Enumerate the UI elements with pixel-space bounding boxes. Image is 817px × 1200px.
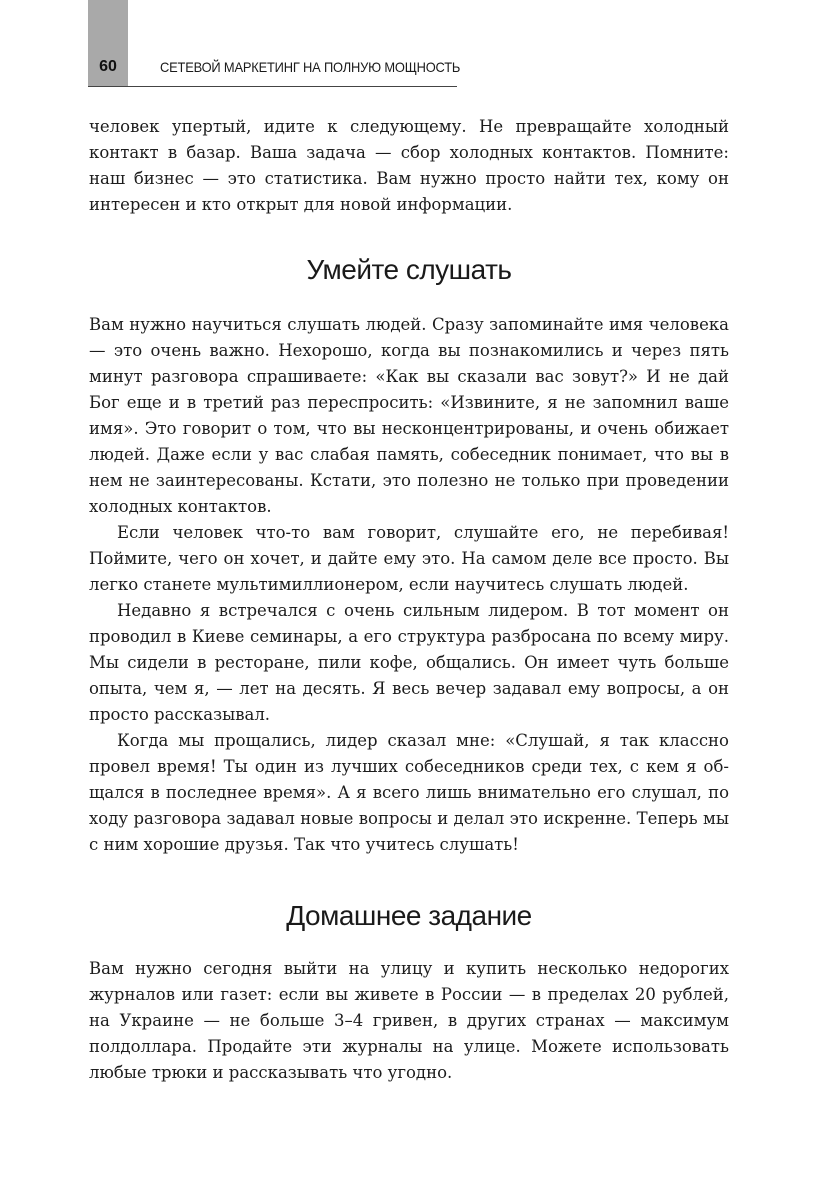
header-rule: [88, 86, 457, 87]
paragraph: Вам нужно научиться слушать людей. Сразу запоминайте имя человека — это очень важно. Нехорошо, когда вы познакомились и через пять минут разговора спрашиваете: «Как вы сказали вас зовут?» И не дай Бог еще и в третий раз переспросить: «Извините, я не запомнил ваше имя». Это говорит о том, что вы несконцентрированы, и очень обижает людей. Даже если у вас слабая память, собеседник понимает, что вы в нем не заинтересованы. Кстати, это полезно не только при проведении холодных контактов.: [89, 315, 729, 516]
paragraph: Вам нужно сегодня выйти на улицу и купить несколько недорогих журналов или газет: если вы живете в России — в пределах 20 рублей, на Украине — не больше 3–4 гривен, в других странах — максимум полдоллара. Продайте эти журналы на улице. Можете использовать любые трюки и рассказывать что угодно.: [89, 959, 729, 1082]
intro-text: [89, 114, 729, 218]
paragraph: Когда мы прощались, лидер сказал мне: «Слушай, я так классно провел время! Ты один из лучших собеседников среди тех, с кем я общался в последнее время». А я всего лишь внимательно его слушал, по ходу разговора задавал новые вопросы и делал это искренне. Теперь мы с ним хорошие друзья. Так что учитесь слушать!: [89, 731, 729, 854]
section-heading-listen: Умейте слушать: [306, 254, 512, 285]
intro-paragraph: человек упертый, идите к следующему. Не превращайте холодный контакт в базар. Ваша задача — сбор холодных контактов. Помните: наш бизнес — это статистика. Вам нужно просто найти тех, кому он интересен и кто открыт для новой информации.: [89, 117, 729, 214]
paragraph: Недавно я встречался с очень сильным лидером. В тот момент он проводил в Киеве семинары, а его структура разбросана по всему миру. Мы сидели в ресторане, пили кофе, общались. Он имеет чуть больше опыта, чем я, — лет на десять. Я весь вечер задавал ему вопросы, а он просто рассказывал.: [89, 601, 729, 724]
paragraph: Если человек что-то вам говорит, слушайте его, не перебивая! Поймите, чего он хочет, и дайте ему это. На самом деле все просто. Вы легко станете мультимиллионером, если научитесь слушать людей.: [89, 523, 729, 594]
section-homework-body: [89, 956, 729, 1086]
running-title: СЕТЕВОЙ МАРКЕТИНГ НА ПОЛНУЮ МОЩНОСТЬ: [160, 59, 461, 75]
page-number: 60: [99, 58, 117, 75]
section-listen-body: [89, 312, 729, 858]
section-heading-homework: Домашнее задание: [286, 900, 532, 931]
